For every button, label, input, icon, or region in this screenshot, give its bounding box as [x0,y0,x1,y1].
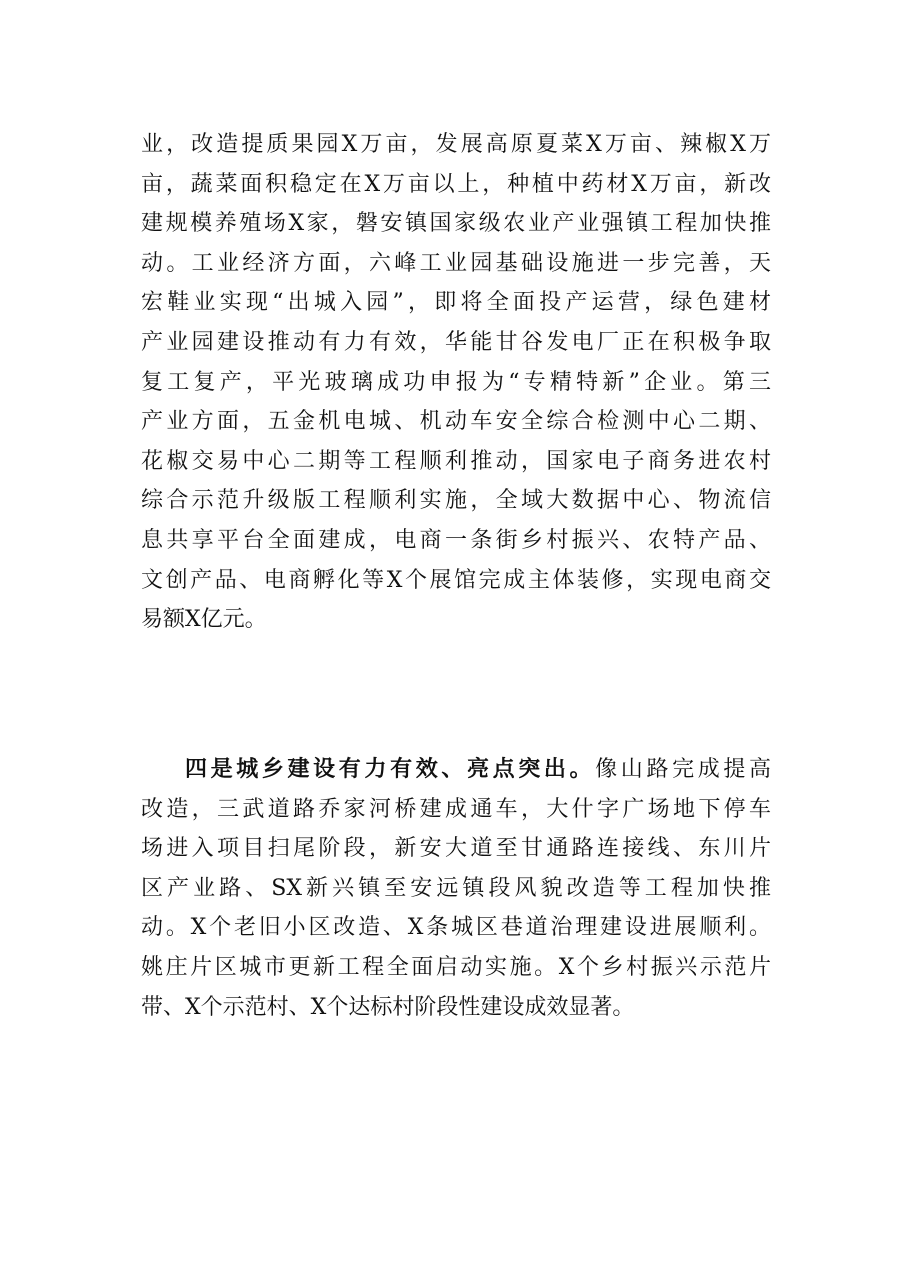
text-line: 易额X亿元。 [141,607,267,633]
text-line: 带、X个示范村、X个达标村阶段性建设成效显著。 [141,994,635,1020]
text-line: 动。X个老旧小区改造、X条城区巷道治理建设进展顺利。 [141,915,771,941]
paragraph-heading: 四是城乡建设有力有效、亮点突出。 [185,756,596,782]
paragraph-urban-rural-construction [141,750,771,1027]
text-line: 宏鞋业实现“出城入园”，即将全面投产运营，绿色建材 [141,290,771,316]
text-line: 综合示范升级版工程顺利实施，全域大数据中心、物流信 [141,488,771,514]
text-line: 息共享平台全面建成，电商一条街乡村振兴、农特产品、 [141,527,771,553]
text-line: 亩，蔬菜面积稳定在X万亩以上，种植中药材X万亩，新改 [141,171,771,197]
text-line: 动。工业经济方面，六峰工业园基础设施进一步完善，天 [141,250,771,276]
text-line: 区产业路、SX新兴镇至安远镇段风貌改造等工程加快推 [141,875,771,901]
text-line: 建规模养殖场X家，磐安镇国家级农业产业强镇工程加快推 [141,211,771,237]
text-line: 场进入项目扫尾阶段，新安大道至甘通路连接线、东川片 [141,836,771,862]
text-line-lead [141,750,771,790]
text-line: 姚庄片区城市更新工程全面启动实施。X个乡村振兴示范片 [141,954,771,980]
text-line: 复工复产，平光玻璃成功申报为“专精特新”企业。第三 [141,369,771,395]
text-fragment: 像山路完成提高 [595,757,771,782]
text-line: 业，改造提质果园X万亩，发展高原夏菜X万亩、辣椒X万 [141,132,771,157]
text-line: 文创产品、电商孵化等X个展馆完成主体装修，实现电商交 [141,567,771,593]
paragraph-agriculture-industry [141,125,771,640]
text-line: 改造，三武道路乔家河桥建成通车，大什字广场地下停车 [141,796,771,822]
text-line: 产业方面，五金机电城、机动车安全综合检测中心二期、 [141,409,771,435]
text-line: 产业园建设推动有力有效，华能甘谷发电厂正在积极争取 [141,329,771,355]
text-line: 花椒交易中心二期等工程顺利推动，国家电子商务进农村 [141,448,771,474]
